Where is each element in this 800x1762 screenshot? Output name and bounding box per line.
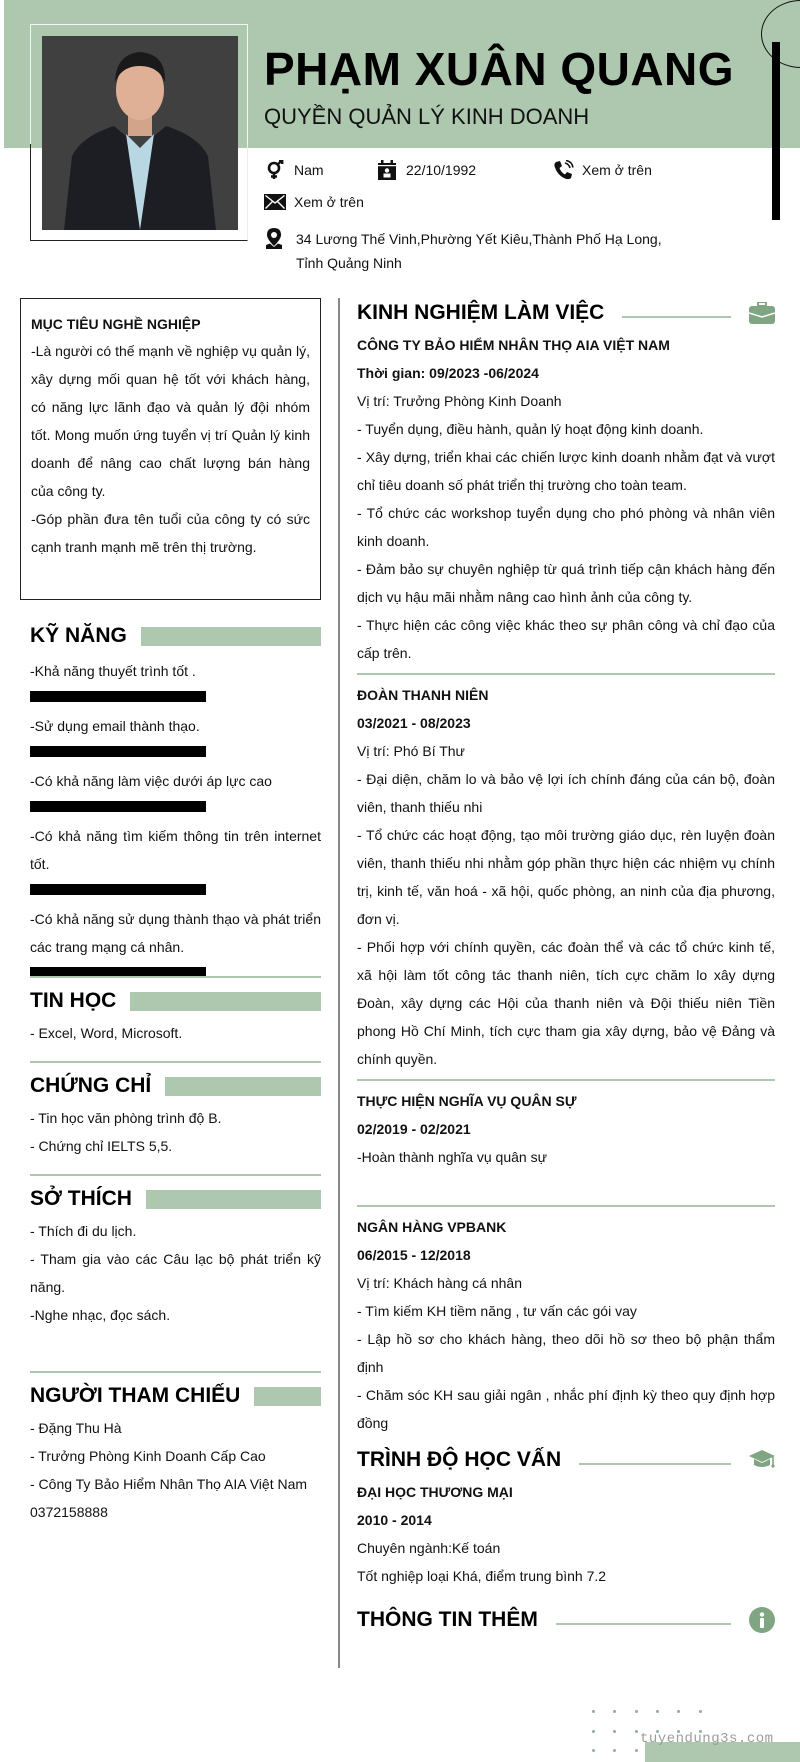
- job-period: Thời gian: 09/2023 -06/2024: [357, 365, 539, 381]
- map-pin-icon: [264, 227, 286, 251]
- job-period: 02/2019 - 02/2021: [357, 1121, 471, 1137]
- decorative-bar: [772, 42, 780, 220]
- job-company: NGÂN HÀNG VPBANK: [357, 1219, 507, 1235]
- references-title: NGƯỜI THAM CHIẾU: [30, 1384, 241, 1407]
- skill-item: -Có khả năng làm việc dưới áp lực cao: [30, 767, 321, 812]
- avatar: [42, 36, 238, 230]
- skill-item: -Khả năng thuyết trình tốt .: [30, 657, 321, 702]
- contact-phone: [552, 160, 652, 180]
- objective-section: [20, 298, 321, 600]
- hobbies-title: SỞ THÍCH: [30, 1187, 132, 1210]
- experience-section: [357, 297, 775, 1437]
- candidate-name: PHẠM XUÂN QUANG: [264, 43, 735, 95]
- references-section: [30, 1371, 321, 1526]
- experience-title: KINH NGHIỆM LÀM VIỆC: [357, 301, 605, 324]
- skills-section: [30, 621, 321, 988]
- education-period: 2010 - 2014: [357, 1512, 432, 1528]
- job-company: ĐOÀN THANH NIÊN: [357, 687, 489, 703]
- candidate-title: QUYỀN QUẢN LÝ KINH DOANH: [264, 104, 590, 129]
- job-company: CÔNG TY BẢO HIỂM NHÂN THỌ AIA VIỆT NAM: [357, 337, 670, 353]
- skill-level-bar: [30, 691, 206, 702]
- additional-info-title: THÔNG TIN THÊM: [357, 1608, 538, 1631]
- job-detail: - Xây dựng, triển khai các chiến lược kinh doanh nhằm đạt và vượt chỉ tiêu doanh số phát triển thị trường cho toàn team.: [357, 449, 775, 493]
- contact-birthday: [376, 160, 476, 180]
- job-detail: - Tìm kiếm KH tiềm năng , tư vấn các gói vay: [357, 1303, 637, 1319]
- objective-title: MỤC TIÊU NGHỀ NGHIỆP: [31, 316, 201, 332]
- additional-info-section: [357, 1604, 775, 1636]
- skill-level-bar: [30, 884, 206, 895]
- section-separator: [30, 1061, 321, 1063]
- title-accent-bar: [146, 1190, 321, 1209]
- job-separator: [357, 673, 775, 675]
- job-entry: [357, 1087, 775, 1171]
- job-detail: - Chăm sóc KH sau giải ngân , nhắc phí định kỳ theo quy định hợp đồng: [357, 1387, 775, 1431]
- job-detail: - Tuyển dụng, điều hành, quản lý hoạt động kinh doanh.: [357, 421, 704, 437]
- certificates-title: CHỨNG CHỈ: [30, 1074, 152, 1097]
- hobby-item: - Thích đi du lịch.: [30, 1223, 137, 1239]
- certificate-item: - Tin học văn phòng trình độ B.: [30, 1110, 222, 1126]
- hobby-item: - Tham gia vào các Câu lạc bộ phát triển kỹ năng.: [30, 1251, 321, 1295]
- job-position: Vị trí: Phó Bí Thư: [357, 743, 465, 759]
- skill-level-bar: [30, 801, 206, 812]
- objective-paragraph-1: -Là người có thế mạnh về nghiệp vụ quản lý, xây dựng mối quan hệ tốt với khách hàng, có năng lực lãnh đạo và quản lý đội nhóm tốt. Mong muốn ứng tuyển vị trí Quản lý kinh doanh để nâng cao chất lượng bán hàng của công ty.: [31, 343, 310, 499]
- job-position: Vị trí: Khách hàng cá nhân: [357, 1275, 522, 1291]
- job-entry: [357, 331, 775, 667]
- section-separator: [30, 1174, 321, 1176]
- job-separator: [357, 1079, 775, 1081]
- phone-value: Xem ở trên: [582, 162, 652, 178]
- it-title: TIN HỌC: [30, 989, 117, 1012]
- address-line-2: Tỉnh Quảng Ninh: [296, 255, 402, 271]
- birthday-value: 22/10/1992: [406, 162, 477, 178]
- title-accent-bar: [141, 627, 321, 646]
- column-divider: [338, 298, 340, 1668]
- job-detail: - Thực hiện các công việc khác theo sự phân công và chỉ đạo của cấp trên.: [357, 617, 775, 661]
- job-detail: - Phối hợp với chính quyền, các đoàn thể và các tổ chức kinh tế, xã hội làm tốt công tác thanh niên, tích cực chăm lo xây dựng Đoàn, xây dựng các Hội của thanh niên và Đội thiếu niên Tiền phong Hồ Chí Minh, tích cực tham gia xây dựng, bảo vệ Đảng và chính quyền.: [357, 939, 775, 1067]
- envelope-icon: [264, 192, 286, 212]
- phone-icon: [552, 160, 574, 180]
- job-separator: [357, 1205, 775, 1207]
- certificate-item: - Chứng chỉ IELTS 5,5.: [30, 1138, 173, 1154]
- education-title: TRÌNH ĐỘ HỌC VẤN: [357, 1448, 562, 1471]
- skill-level-bar: [30, 746, 206, 757]
- job-detail: - Đại diện, chăm lo và bảo vệ lợi ích chính đáng của cán bộ, đoàn viên, thanh thiếu nhi: [357, 771, 775, 815]
- it-item: - Excel, Word, Microsoft.: [30, 1025, 183, 1041]
- job-detail: - Đảm bảo sự chuyên nghiệp từ quá trình tiếp cận khách hàng đến dịch vụ hậu mãi nhằm nâng cao hình ảnh của công ty.: [357, 561, 775, 605]
- reference-item: - Đặng Thu Hà: [30, 1420, 122, 1436]
- briefcase-icon: [749, 300, 775, 326]
- job-company: THỰC HIỆN NGHĨA VỤ QUÂN SỰ: [357, 1093, 577, 1109]
- gender-icon: [264, 160, 286, 180]
- hobbies-section: [30, 1174, 321, 1329]
- title-accent-line: [622, 316, 731, 318]
- job-detail: - Lập hồ sơ cho khách hàng, theo dõi hồ sơ theo bộ phận thẩm định: [357, 1331, 775, 1375]
- skill-item: -Có khả năng sử dụng thành thạo và phát triển các trang mạng cá nhân.: [30, 905, 321, 978]
- job-entry: [357, 681, 775, 1073]
- contact-gender: [264, 160, 324, 180]
- certificates-section: [30, 1061, 321, 1160]
- hobby-item: -Nghe nhạc, đọc sách.: [30, 1307, 171, 1323]
- it-section: [30, 976, 321, 1047]
- job-entry: [357, 1213, 775, 1437]
- section-separator: [30, 976, 321, 978]
- education-major: Chuyên ngành:Kế toán: [357, 1540, 501, 1556]
- reference-item: - Công Ty Bảo Hiểm Nhân Thọ AIA Việt Nam: [30, 1476, 308, 1492]
- calendar-icon: [376, 160, 398, 180]
- section-separator: [30, 1371, 321, 1373]
- email-value: Xem ở trên: [294, 194, 364, 210]
- objective-paragraph-2: -Góp phần đưa tên tuổi của công ty có sức cạnh tranh mạnh mẽ trên thị trường.: [31, 511, 310, 555]
- address-line-1: 34 Lương Thế Vinh,Phường Yết Kiêu,Thành Phố Hạ Long,: [296, 231, 662, 247]
- title-accent-bar: [130, 992, 321, 1011]
- title-accent-bar: [254, 1387, 321, 1406]
- job-period: 03/2021 - 08/2023: [357, 715, 471, 731]
- reference-item: 0372158888: [30, 1504, 108, 1520]
- skills-title: KỸ NĂNG: [30, 624, 127, 647]
- title-accent-bar: [165, 1077, 321, 1096]
- skill-item: -Có khả năng tìm kiếm thông tin trên internet tốt.: [30, 822, 321, 895]
- education-school: ĐẠI HỌC THƯƠNG MẠI: [357, 1484, 513, 1500]
- education-section: [357, 1444, 775, 1590]
- graduation-cap-icon: [749, 1447, 775, 1473]
- info-icon: [749, 1607, 775, 1633]
- job-position: Vị trí: Trưởng Phòng Kinh Doanh: [357, 393, 562, 409]
- job-detail: - Tổ chức các workshop tuyển dụng cho phó phòng và nhân viên kinh doanh.: [357, 505, 775, 549]
- job-period: 06/2015 - 12/2018: [357, 1247, 471, 1263]
- gender-value: Nam: [294, 162, 324, 178]
- job-detail: - Tổ chức các hoạt động, tạo môi trường giáo dục, rèn luyện đoàn viên, thanh thiếu nhi nhằm góp phần thực hiện các nhiệm vụ chính trị, kinh tế, văn hoá - xã hội, quốc phòng, an ninh của địa phương, đơn vị.: [357, 827, 775, 927]
- skill-item: -Sử dụng email thành thạo.: [30, 712, 321, 757]
- reference-item: - Trưởng Phòng Kinh Doanh Cấp Cao: [30, 1448, 266, 1464]
- title-accent-line: [579, 1463, 731, 1465]
- person-silhouette-icon: [42, 36, 238, 230]
- contact-email: [264, 192, 364, 212]
- watermark: tuyendung3s.com: [640, 1731, 774, 1747]
- title-accent-line: [556, 1623, 731, 1625]
- job-detail: -Hoàn thành nghĩa vụ quân sự: [357, 1149, 547, 1165]
- education-result: Tốt nghiệp loại Khá, điểm trung bình 7.2: [357, 1568, 607, 1584]
